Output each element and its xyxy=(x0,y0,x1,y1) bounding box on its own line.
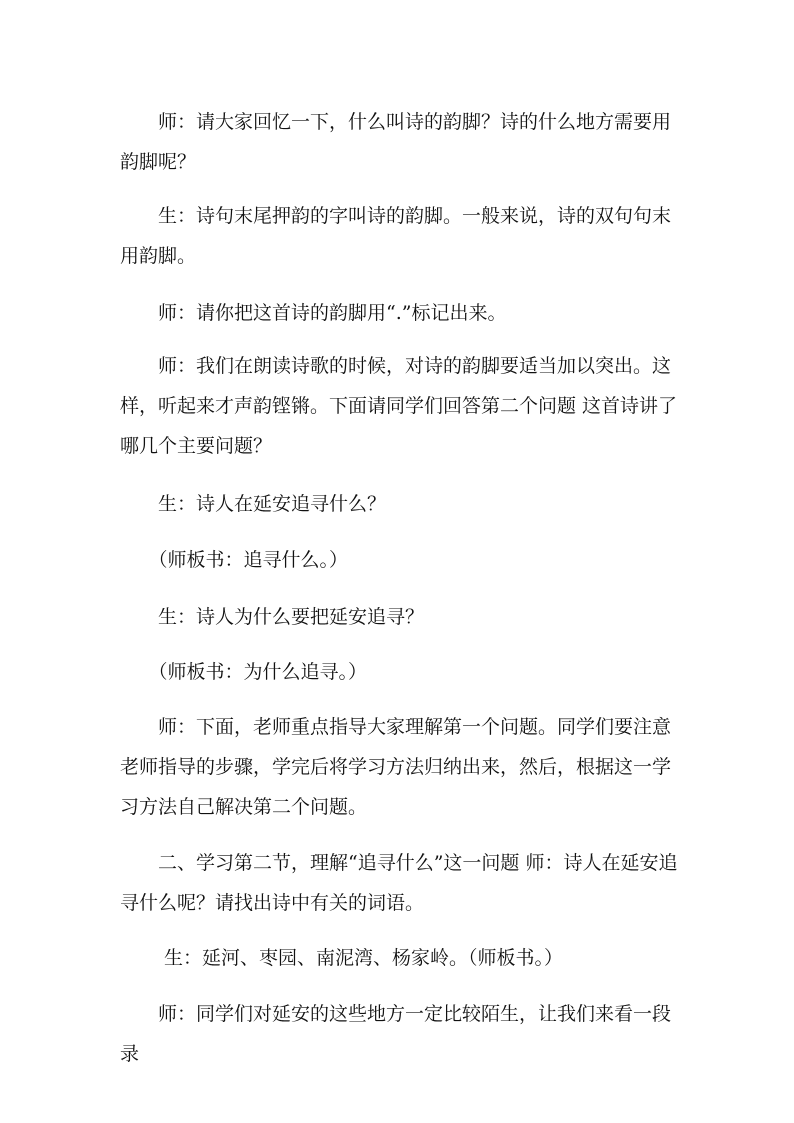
paragraph-student-why: 生：诗人为什么要把延安追寻？ xyxy=(120,606,425,628)
paragraph-teacher-mark-rhyme: 师：请你把这首诗的韵脚用“.”标记出来。 xyxy=(120,302,507,324)
paragraph-teacher-reading: 师：我们在朗读诗歌的时候，对诗的韵脚要适当加以突出。这样，听起来才声韵铿锵。下面请同学们回答第二个问题 这首诗讲了哪几个主要问题？ xyxy=(120,355,678,457)
paragraph-teacher-guide: 师：下面，老师重点指导大家理解第一个问题。同学们要注意老师指导的步骤，学完后将学习方法归纳出来，然后，根据这一学习方法自己解决第二个问题。 xyxy=(120,716,672,818)
paragraph-teacher-video: 师：同学们对延安的这些地方一定比较陌生，让我们来看一段录 xyxy=(120,1003,672,1065)
paragraph-board-why: （师板书：为什么追寻。） xyxy=(120,661,368,683)
paragraph-student-answer-rhyme: 生：诗句末尾押韵的字叫诗的韵脚。一般来说，诗的双句句末用韵脚。 xyxy=(120,205,672,267)
paragraph-student-what: 生：诗人在延安追寻什么？ xyxy=(120,493,387,515)
paragraph-section-two: 二、学习第二节，理解“追寻什么”这一问题 师：诗人在延安追寻什么呢？请找出诗中有关的词语。 xyxy=(120,852,678,914)
paragraph-board-what: （师板书：追寻什么。） xyxy=(120,549,349,571)
paragraph-teacher-question-rhyme: 师：请大家回忆一下，什么叫诗的韵脚？诗的什么地方需要用韵脚呢？ xyxy=(120,111,672,173)
paragraph-student-places: 生：延河、枣园、南泥湾、杨家岭。（师板书。） xyxy=(120,947,564,969)
